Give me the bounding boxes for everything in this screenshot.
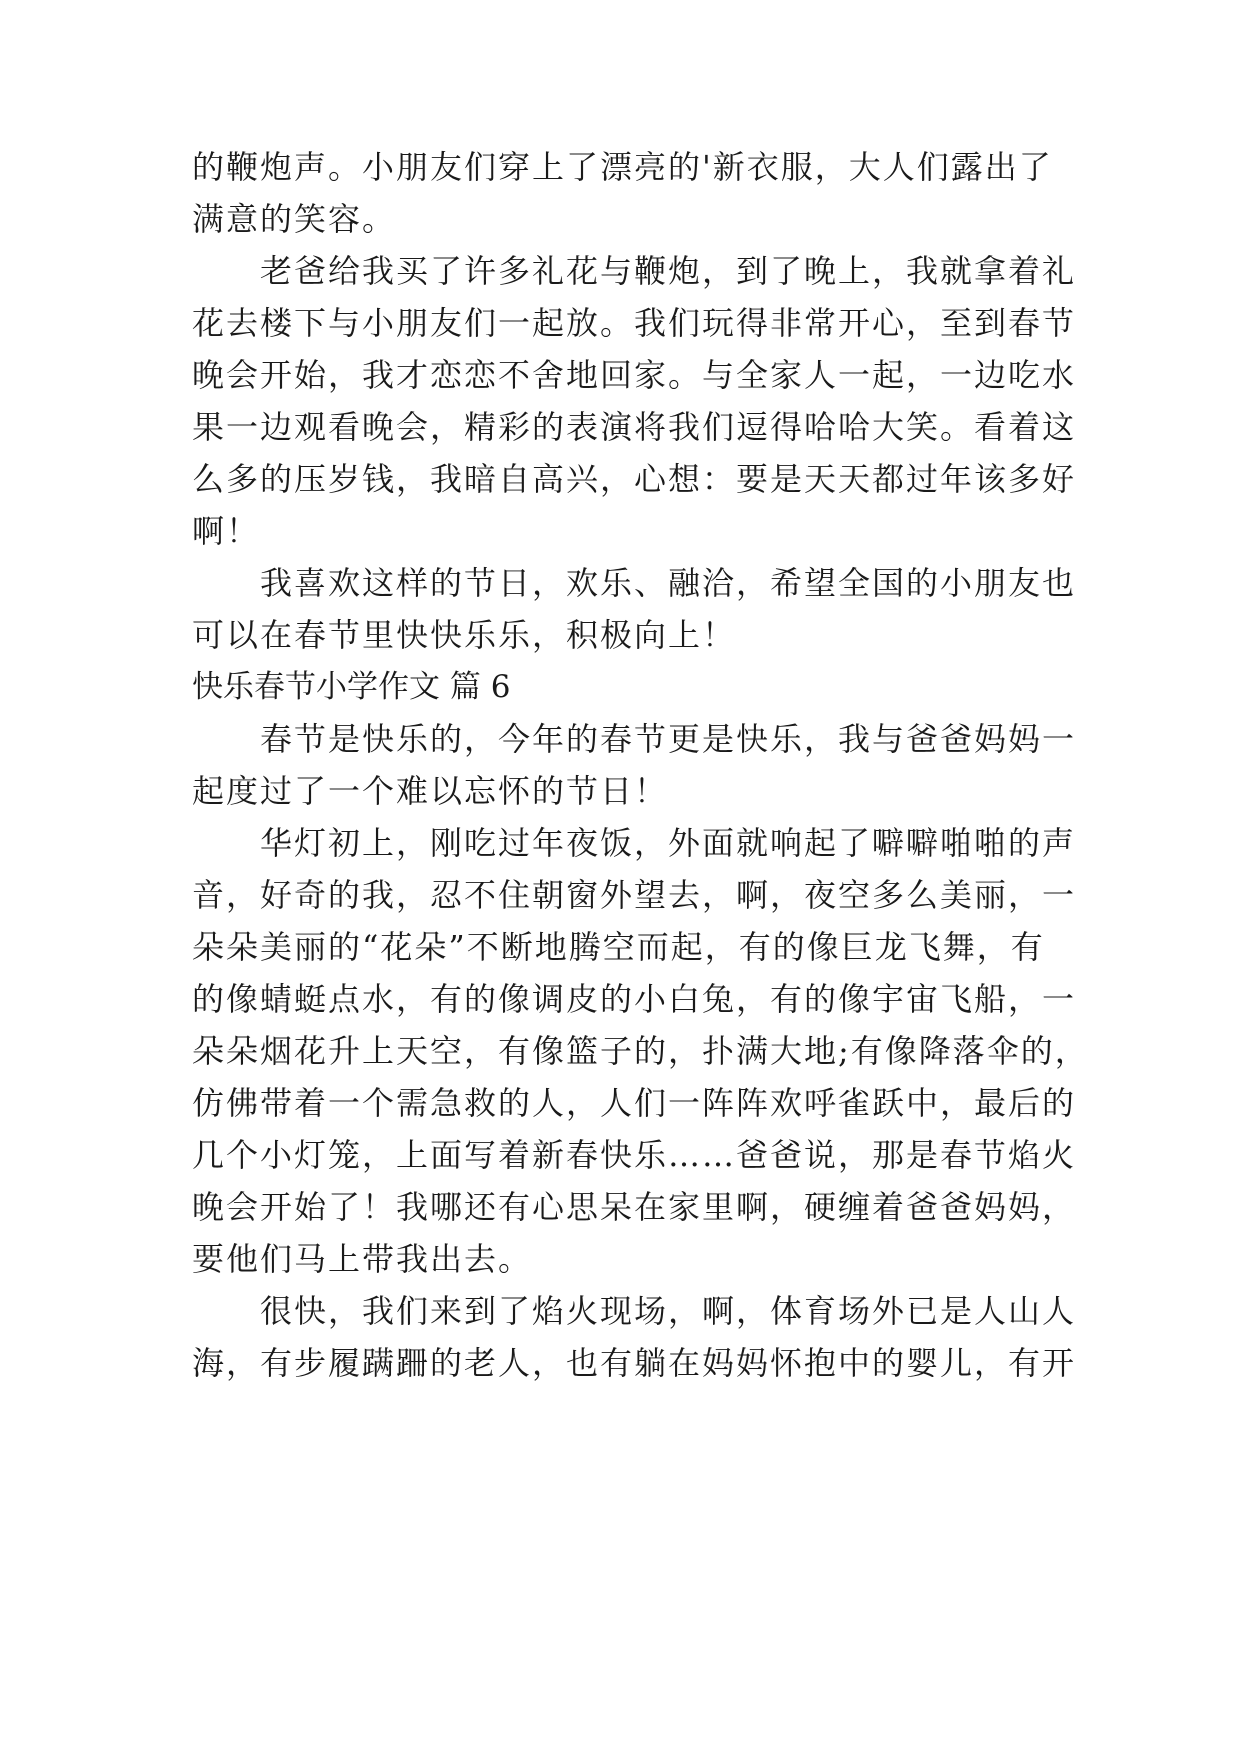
text-line: 音，好奇的我，忍不住朝窗外望去，啊，夜空多么美丽，一 — [192, 876, 1077, 914]
text-line: 很快，我们来到了焰火现场，啊，体育场外已是人山人 — [192, 1292, 1077, 1330]
text-line: 满意的笑容。 — [192, 200, 397, 238]
text-line: 春节是快乐的，今年的春节更是快乐，我与爸爸妈妈一 — [192, 720, 1077, 758]
text-line: 晚会开始，我才恋恋不舍地回家。与全家人一起，一边吃水 — [192, 356, 1077, 394]
text-line: 的鞭炮声。小朋友们穿上了漂亮的'新衣服，大人们露出了 — [192, 148, 1053, 186]
text-line: 要他们马上带我出去。 — [192, 1240, 533, 1278]
text-line: 花去楼下与小朋友们一起放。我们玩得非常开心，至到春节 — [192, 304, 1077, 342]
text-line: 晚会开始了！我哪还有心思呆在家里啊，硬缠着爸爸妈妈， — [192, 1188, 1077, 1226]
text-line: 么多的压岁钱，我暗自高兴，心想：要是天天都过年该多好 — [192, 460, 1077, 498]
text-line: 果一边观看晚会，精彩的表演将我们逗得哈哈大笑。看着这 — [192, 408, 1077, 446]
section-heading: 快乐春节小学作文 篇 6 — [192, 669, 511, 705]
text-line: 朵朵烟花升上天空，有像篮子的，扑满大地;有像降落伞的， — [192, 1032, 1089, 1070]
text-line: 海，有步履蹒跚的老人，也有躺在妈妈怀抱中的婴儿，有开 — [192, 1344, 1077, 1382]
text-line: 起度过了一个难以忘怀的节日！ — [192, 772, 669, 810]
text-line: 啊！ — [192, 512, 261, 550]
text-line: 我喜欢这样的节日，欢乐、融洽，希望全国的小朋友也 — [192, 564, 1077, 602]
text-line: 华灯初上，刚吃过年夜饭，外面就响起了噼噼啪啪的声 — [192, 824, 1077, 862]
text-line: 几个小灯笼，上面写着新春快乐……爸爸说，那是春节焰火 — [192, 1136, 1077, 1174]
text-line: 朵朵美丽的“花朵”不断地腾空而起，有的像巨龙飞舞，有 — [192, 928, 1045, 966]
text-line: 可以在春节里快快乐乐，积极向上！ — [192, 616, 737, 654]
text-line: 的像蜻蜓点水，有的像调皮的小白兔，有的像宇宙飞船，一 — [192, 980, 1077, 1018]
text-line: 仿佛带着一个需急救的人，人们一阵阵欢呼雀跃中，最后的 — [192, 1084, 1077, 1122]
text-line: 老爸给我买了许多礼花与鞭炮，到了晚上，我就拿着礼 — [192, 252, 1077, 290]
